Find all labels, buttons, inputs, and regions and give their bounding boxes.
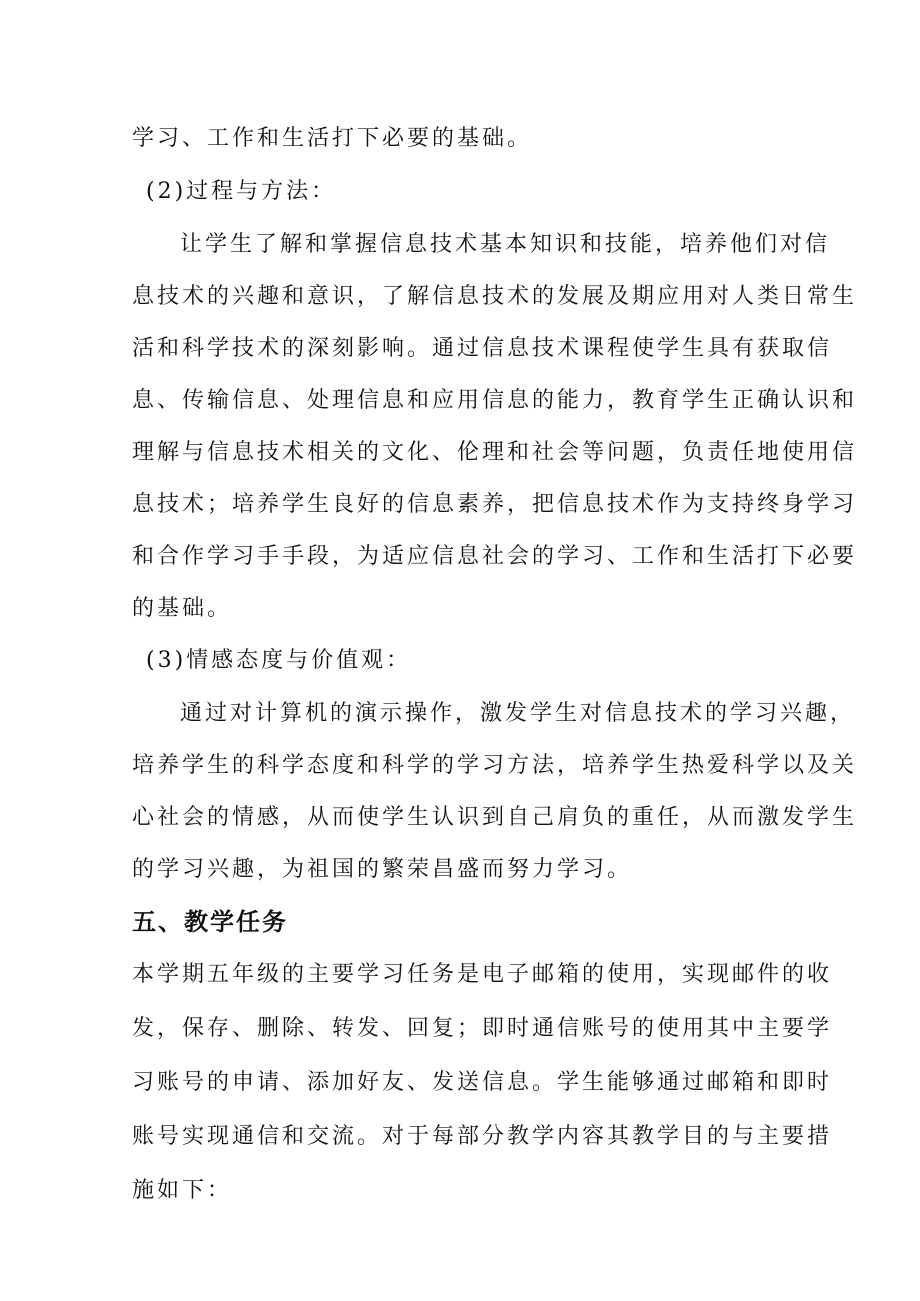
subsection-heading-attitude-values: (3)情感态度与价值观： [146,648,412,673]
paragraph-line: 培养学生的科学态度和科学的学习方法，培养学生热爱科学以及关 [132,753,858,778]
paragraph-line: 让学生了解和掌握信息技术基本知识和技能，培养他们对信 [180,232,831,257]
paragraph-line: 本学期五年级的主要学习任务是电子邮箱的使用，实现邮件的收 [132,962,833,987]
section-heading-teaching-tasks: 五、教学任务 [132,908,288,936]
paragraph-line: 账号实现通信和交流。对于每部分教学内容其教学目的与主要措 [132,1124,833,1149]
subsection-heading-process-method: (2)过程与方法： [146,179,337,204]
paragraph-line: 和合作学习手手段，为适应信息社会的学习、工作和生活打下必要 [132,544,858,569]
paragraph-line: 心社会的情感，从而使学生认识到自己肩负的重任，从而激发学生 [132,805,858,830]
paragraph-line: 施如下： [132,1178,233,1203]
paragraph-line: 的基础。 [132,596,233,621]
paragraph-line: 的学习兴趣，为祖国的繁荣昌盛而努力学习。 [132,857,633,882]
paragraph-line: 息技术的兴趣和意识，了解信息技术的发展及期应用对人类日常生 [132,284,858,309]
paragraph-line: 通过对计算机的演示操作，激发学生对信息技术的学习兴趣， [180,701,856,726]
paragraph-line: 理解与信息技术相关的文化、伦理和社会等问题，负责任地使用信 [132,440,858,465]
paragraph-line: 发，保存、删除、转发、回复；即时通信账号的使用其中主要学 [132,1016,833,1041]
paragraph-line: 学习、工作和生活打下必要的基础。 [132,126,533,151]
paragraph-line: 活和科学技术的深刻影响。通过信息技术课程使学生具有获取信 [132,336,833,361]
paragraph-line: 习账号的申请、添加好友、发送信息。学生能够通过邮箱和即时 [132,1070,833,1095]
paragraph-line: 息技术；培养学生良好的信息素养，把信息技术作为支持终身学习 [132,492,858,517]
paragraph-line: 息、传输信息、处理信息和应用信息的能力，教育学生正确认识和 [132,388,858,413]
